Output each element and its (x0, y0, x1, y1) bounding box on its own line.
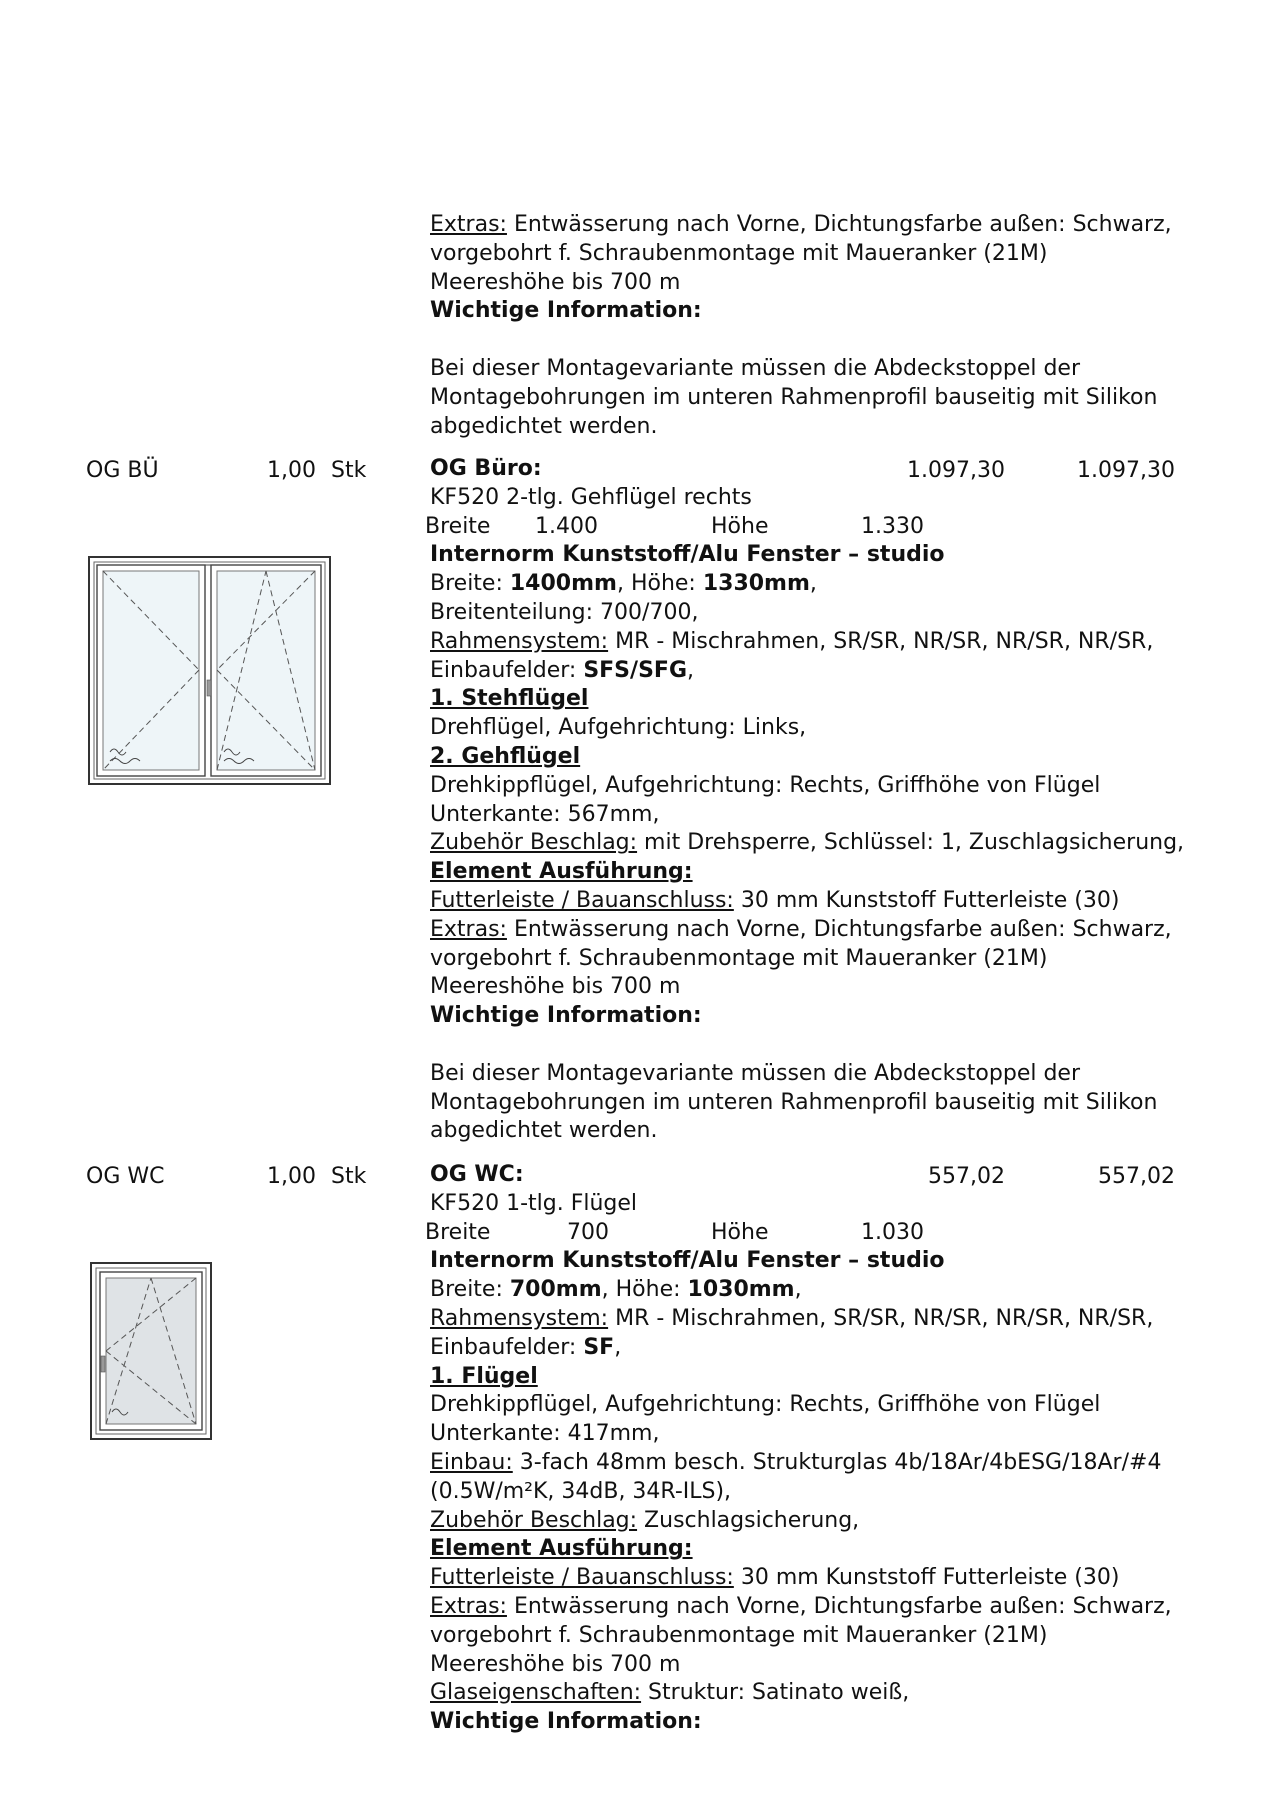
item2-title: OG WC: (430, 1162, 524, 1187)
item2-unit: Stk (331, 1164, 367, 1189)
extras-label: Extras: (430, 212, 507, 237)
item1-sash2-text: Unterkante: 567mm, (430, 801, 660, 827)
block0-description (430, 211, 1210, 441)
item1-quantity: 1,00 (267, 458, 316, 483)
item1-note-line: Bei dieser Montagevariante müssen die Abdeckstoppel der (430, 1060, 1080, 1086)
note-line: abgedichtet werden. (430, 413, 658, 439)
item2-fields-line: Einbaufelder: SF, (430, 1334, 622, 1360)
item1-frame-line: Rahmensystem: MR - Mischrahmen, SR/SR, NR/SR, NR/SR, NR/SR, (430, 628, 1154, 654)
item1-description (425, 455, 1210, 1146)
item1-sash2-text: Drehkippflügel, Aufgehrichtung: Rechts, Griffhöhe von Flügel (430, 772, 1101, 798)
item1-unit-price: 1.097,30 (907, 458, 1005, 483)
item2-model: KF520 1-tlg. Flügel (430, 1190, 638, 1216)
altitude-text: Meereshöhe bis 700 m (430, 269, 681, 295)
item1-total-price: 1.097,30 (1077, 458, 1175, 483)
item1-note-line: abgedichtet werden. (430, 1118, 658, 1144)
item1-sash1-heading: 1. Stehflügel (430, 686, 589, 712)
item1-important-heading: Wichtige Information: (430, 1003, 702, 1029)
item2-execution-heading: Element Ausführung: (430, 1536, 693, 1562)
item1-hardware-line: Zubehör Beschlag: mit Drehsperre, Schlüssel: 1, Zuschlagsicherung, (430, 830, 1185, 856)
block0-extras-line: Extras: Entwässerung nach Vorne, Dichtungsfarbe außen: Schwarz, (430, 212, 1172, 237)
item2-altitude: Meereshöhe bis 700 m (430, 1651, 681, 1677)
item2-unit-price: 557,02 (928, 1164, 1005, 1189)
item1-position: OG BÜ (86, 458, 159, 483)
item2-sash1-text: Drehkippflügel, Aufgehrichtung: Rechts, Griffhöhe von Flügel (430, 1392, 1101, 1418)
item1-execution-heading: Element Ausführung: (430, 859, 693, 885)
item2-einbau-continued: (0.5W/m²K, 34dB, 34R-ILS), (430, 1478, 732, 1504)
item1-sash2-heading: 2. Gehflügel (430, 743, 581, 769)
item1-model: KF520 2-tlg. Gehflügel rechts (430, 484, 752, 510)
item1-size-line: Breite: 1400mm, Höhe: 1330mm, (430, 571, 817, 597)
item1-title: OG Büro: (430, 456, 542, 481)
item1-fields-line: Einbaufelder: SFS/SFG, (430, 657, 694, 683)
item1-product-name: Internorm Kunststoff/Alu Fenster – studio (430, 542, 945, 568)
item2-einbau-line: Einbau: 3-fach 48mm besch. Strukturglas 4b/18Ar/4bESG/18Ar/#4 (430, 1449, 1162, 1475)
item2-size-line: Breite: 700mm, Höhe: 1030mm, (430, 1277, 802, 1303)
item1-extras-line: Extras: Entwässerung nach Vorne, Dichtungsfarbe außen: Schwarz, (430, 916, 1172, 942)
item1-altitude: Meereshöhe bis 700 m (430, 974, 681, 1000)
item2-position: OG WC (86, 1164, 165, 1189)
item2-futter-line: Futterleiste / Bauanschluss: 30 mm Kunststoff Futterleiste (30) (430, 1565, 1120, 1591)
item2-frame-line: Rahmensystem: MR - Mischrahmen, SR/SR, NR/SR, NR/SR, NR/SR, (430, 1305, 1154, 1331)
item1-dimensions: Breite 1.400 Höhe 1.330 (425, 513, 924, 539)
item2-hardware-line: Zubehör Beschlag: Zuschlagsicherung, (430, 1507, 860, 1533)
extras-continued: vorgebohrt f. Schraubenmontage mit Maueranker (21M) (430, 240, 1048, 266)
item2-sash1-heading: 1. Flügel (430, 1363, 538, 1389)
item2-dimensions: Breite 700 Höhe 1.030 (425, 1219, 924, 1245)
item1-unit: Stk (331, 458, 367, 483)
item2-sash1-text: Unterkante: 417mm, (430, 1421, 660, 1447)
item1-division: Breitenteilung: 700/700, (430, 599, 699, 625)
item1-futter-line: Futterleiste / Bauanschluss: 30 mm Kunststoff Futterleiste (30) (430, 887, 1120, 913)
item2-extras-continued: vorgebohrt f. Schraubenmontage mit Maueranker (21M) (430, 1622, 1048, 1648)
item1-note-line: Montagebohrungen im unteren Rahmenprofil bauseitig mit Silikon (430, 1089, 1158, 1115)
item2-glass-line: Glaseigenschaften: Struktur: Satinato weiß, (430, 1680, 910, 1706)
note-line: Bei dieser Montagevariante müssen die Abdeckstoppel der (430, 355, 1080, 381)
important-info-heading: Wichtige Information: (430, 298, 702, 324)
item1-window-drawing (88, 556, 331, 785)
item1-sash1-text: Drehflügel, Aufgehrichtung: Links, (430, 715, 807, 741)
item2-total-price: 557,02 (1098, 1164, 1175, 1189)
item2-quantity: 1,00 (267, 1164, 316, 1189)
item2-extras-line: Extras: Entwässerung nach Vorne, Dichtungsfarbe außen: Schwarz, (430, 1593, 1172, 1619)
item2-description (425, 1161, 1210, 1737)
item2-product-name: Internorm Kunststoff/Alu Fenster – studio (430, 1248, 945, 1274)
item2-important-heading: Wichtige Information: (430, 1709, 702, 1735)
note-line: Montagebohrungen im unteren Rahmenprofil bauseitig mit Silikon (430, 384, 1158, 410)
item2-window-drawing (90, 1262, 212, 1440)
item1-extras-continued: vorgebohrt f. Schraubenmontage mit Maueranker (21M) (430, 945, 1048, 971)
